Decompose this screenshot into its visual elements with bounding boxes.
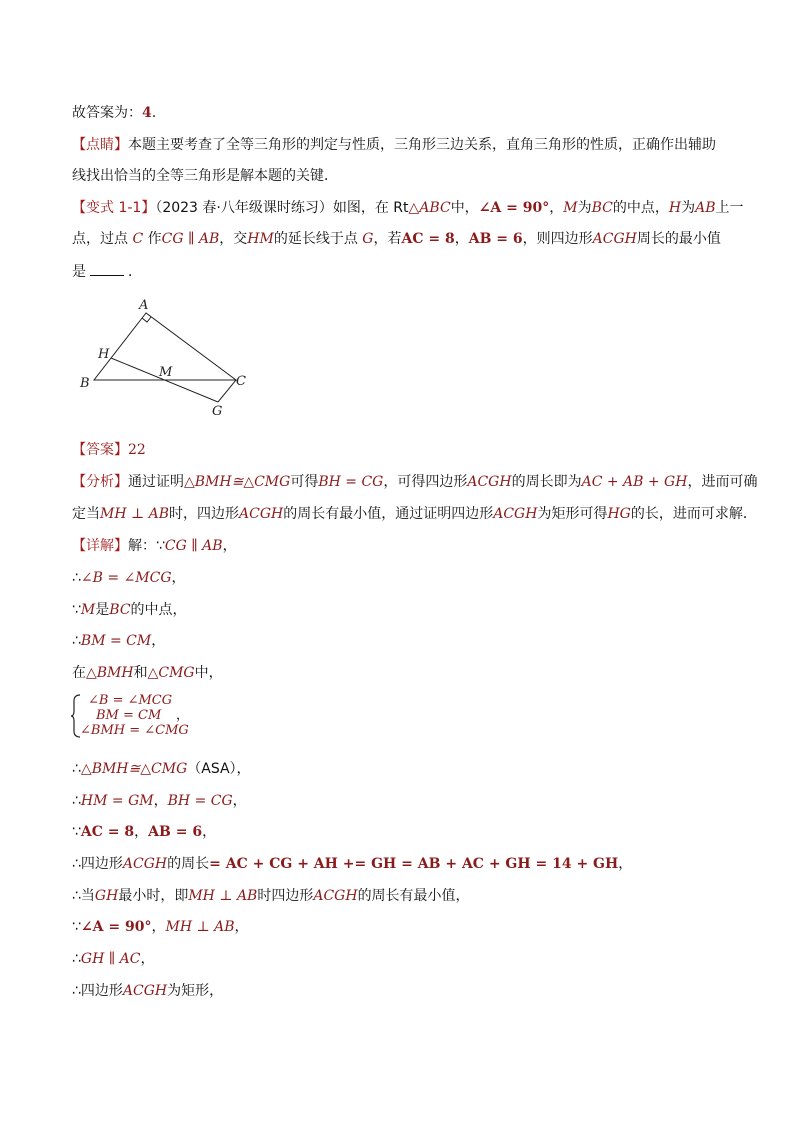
text: 的周长有最小值，通过证明四边形 bbox=[283, 506, 494, 522]
math: ACGH bbox=[122, 856, 168, 872]
text: 的中点， bbox=[130, 602, 187, 618]
math: MH ⊥ AB bbox=[188, 888, 258, 904]
text: ， bbox=[202, 824, 217, 840]
text: ∴ bbox=[72, 761, 81, 777]
math-angle-a: ∠A = 90° bbox=[478, 200, 550, 216]
math: BC bbox=[109, 602, 131, 618]
math-acgh: ACGH bbox=[493, 506, 538, 522]
math-acgh: ACGH bbox=[239, 506, 284, 522]
detail-line-9 bbox=[72, 855, 632, 873]
text: ∴四边形 bbox=[72, 983, 123, 999]
text: 上一 bbox=[715, 200, 744, 216]
text: ， bbox=[549, 200, 564, 216]
text: ∵ bbox=[72, 824, 81, 840]
label-g: G bbox=[212, 404, 223, 419]
answer-prefix: 故答案为： bbox=[72, 105, 142, 121]
system-row-2: BM = CM bbox=[96, 708, 162, 723]
math-perimeter-equation: = AC + CG + AH += GH = AB + AC + GH = 14 + GH bbox=[209, 856, 619, 872]
text: 作 bbox=[143, 231, 162, 247]
math: M bbox=[80, 602, 96, 618]
text: 在 bbox=[72, 665, 86, 681]
math: GH bbox=[94, 888, 119, 904]
text: ， bbox=[151, 919, 166, 935]
detail-line-4 bbox=[72, 632, 165, 650]
text: ∵ bbox=[72, 919, 81, 935]
text: ， bbox=[454, 231, 469, 247]
math: HM = GM bbox=[80, 793, 154, 809]
detail-line-8 bbox=[72, 823, 216, 841]
detail-tag: 【详解】 bbox=[72, 538, 128, 554]
comment-text-1: 本题主要考查了全等三角形的判定与性质，三角形三边关系，直角三角形的性质，正确作出辅助 bbox=[128, 137, 716, 153]
text: 解：∵ bbox=[128, 538, 165, 554]
label-c: C bbox=[236, 374, 246, 389]
math: ∠A = 90° bbox=[80, 919, 152, 935]
text: 是 bbox=[95, 602, 110, 618]
label-m: M bbox=[159, 365, 173, 380]
text: 中， bbox=[450, 200, 479, 216]
text: 的周长有最小值， bbox=[357, 888, 470, 904]
comment-line-2 bbox=[72, 167, 338, 185]
math: △BMH≅△CMG bbox=[80, 761, 188, 777]
answer-blank bbox=[90, 262, 124, 276]
text: ， bbox=[232, 793, 247, 809]
math-acgh: ACGH bbox=[592, 231, 637, 247]
text: 为 bbox=[577, 200, 592, 216]
detail-line-12 bbox=[72, 950, 155, 968]
text: 定当 bbox=[72, 506, 100, 522]
detail-line-13 bbox=[72, 982, 223, 1000]
text: ， bbox=[618, 856, 633, 872]
detail-line-1 bbox=[72, 537, 237, 555]
system-row-3: ∠BMH = ∠CMG bbox=[80, 723, 189, 738]
text: ，若 bbox=[373, 231, 402, 247]
detail-line-2 bbox=[72, 569, 186, 587]
text: 中， bbox=[194, 665, 223, 681]
variant-source: （2023 春·八年级课时练习）如图，在 Rt bbox=[155, 200, 409, 216]
text: 为 bbox=[681, 200, 696, 216]
text: ∴ bbox=[72, 793, 81, 809]
text: 是 bbox=[72, 264, 86, 280]
math-sum: AC + AB + GH bbox=[581, 474, 688, 490]
text: ， bbox=[234, 919, 249, 935]
text: ， bbox=[222, 538, 237, 554]
text: ∴ bbox=[72, 951, 81, 967]
comment-tag: 【点睛】 bbox=[72, 137, 128, 153]
text: ∴ bbox=[72, 633, 81, 649]
detail-line-7 bbox=[72, 792, 247, 810]
math: AC = 8 bbox=[80, 824, 135, 840]
math: AB = 6 bbox=[148, 824, 203, 840]
math: ∠B = ∠MCG bbox=[80, 570, 172, 586]
geometry-figure bbox=[70, 295, 260, 425]
right-angle-mark bbox=[142, 317, 151, 322]
segment-cg bbox=[218, 380, 236, 402]
variant-problem-line-2 bbox=[72, 230, 721, 248]
text: ． bbox=[128, 264, 142, 280]
math-bc: BC bbox=[591, 200, 613, 216]
detail-line-6 bbox=[72, 760, 251, 778]
answer-tag: 【答案】 bbox=[72, 442, 128, 458]
label-h: H bbox=[98, 347, 110, 362]
variant-problem-line-3 bbox=[72, 262, 142, 281]
text: ，进而可确 bbox=[687, 474, 758, 490]
answer-section bbox=[72, 441, 146, 459]
text: ∵ bbox=[72, 602, 81, 618]
math-abc: ABC bbox=[419, 200, 451, 216]
answer-number: 22 bbox=[128, 442, 146, 458]
math: △BMH bbox=[86, 665, 134, 681]
text: 为矩形， bbox=[167, 983, 224, 999]
text: 时，四边形 bbox=[169, 506, 240, 522]
math: MH ⊥ AB bbox=[165, 919, 235, 935]
text: ，交 bbox=[219, 231, 248, 247]
text: 和 bbox=[133, 665, 148, 681]
math: GH ∥ AC bbox=[80, 951, 141, 967]
math-congruent: △BMH≅△CMG bbox=[184, 474, 291, 490]
text: ， bbox=[151, 633, 166, 649]
math: ACGH bbox=[313, 888, 358, 904]
variant-problem-line-1 bbox=[72, 199, 743, 217]
variant-tag: 【变式 1-1】 bbox=[72, 200, 156, 216]
math-cg-parallel-ab: CG ∥ AB bbox=[161, 231, 220, 247]
text: 的延长线于点 bbox=[273, 231, 363, 247]
text: ∴ bbox=[72, 570, 81, 586]
analysis-line-1 bbox=[72, 473, 757, 491]
label-b: B bbox=[80, 376, 90, 391]
text: ， bbox=[153, 793, 168, 809]
detail-line-5 bbox=[72, 664, 223, 682]
period: . bbox=[151, 105, 157, 121]
math-c: C bbox=[132, 231, 144, 247]
analysis-tag: 【分析】 bbox=[72, 474, 128, 490]
math-ab: AB bbox=[695, 200, 716, 216]
text: 最小时，即 bbox=[118, 888, 189, 904]
math: BH = CG bbox=[167, 793, 233, 809]
answer-line bbox=[72, 104, 156, 122]
detail-line-3 bbox=[72, 601, 187, 619]
math: ACGH bbox=[122, 983, 168, 999]
triangle-symbol: △ bbox=[408, 200, 420, 216]
analysis-line-2 bbox=[72, 505, 757, 523]
detail-line-10 bbox=[72, 887, 470, 905]
text: 通过证明 bbox=[128, 474, 184, 490]
text: ， bbox=[171, 570, 186, 586]
text: ，则四边形 bbox=[522, 231, 593, 247]
text: 可得 bbox=[290, 474, 319, 490]
math-ac-8: AC = 8 bbox=[401, 231, 455, 247]
text: ， bbox=[134, 824, 149, 840]
math-hg: HG bbox=[607, 506, 631, 522]
text: ∴当 bbox=[72, 888, 95, 904]
math: CG ∥ AB bbox=[164, 538, 223, 554]
text: 为矩形可得 bbox=[537, 506, 608, 522]
text: ， bbox=[140, 951, 155, 967]
text: 周长的最小值 bbox=[636, 231, 721, 247]
math-ab-6: AB = 6 bbox=[468, 231, 523, 247]
math-bh-cg: BH = CG bbox=[318, 474, 384, 490]
text: 点，过点 bbox=[72, 231, 133, 247]
detail-line-11 bbox=[72, 918, 249, 936]
math: BM = CM bbox=[80, 633, 152, 649]
system-row-1: ∠B = ∠MCG bbox=[88, 693, 173, 708]
label-a: A bbox=[139, 298, 149, 313]
text: 的中点， bbox=[612, 200, 669, 216]
system-comma: ， bbox=[176, 708, 190, 723]
text: （ASA）， bbox=[187, 761, 251, 777]
comment-text-2: 线找出恰当的全等三角形是解本题的关键． bbox=[72, 168, 338, 184]
text: 的周长即为 bbox=[511, 474, 582, 490]
math-hm: HM bbox=[247, 231, 274, 247]
text: ∴四边形 bbox=[72, 856, 123, 872]
math-m: M bbox=[563, 200, 578, 216]
text: ，可得四边形 bbox=[383, 474, 468, 490]
math: △CMG bbox=[147, 665, 195, 681]
math-mh-perp-ab: MH ⊥ AB bbox=[100, 506, 170, 522]
math-acgh: ACGH bbox=[467, 474, 512, 490]
text: 的长，进而可求解． bbox=[630, 506, 757, 522]
math-h: H bbox=[668, 200, 682, 216]
answer-value: 4 bbox=[142, 105, 152, 121]
comment-line-1 bbox=[72, 136, 716, 154]
math-g: G bbox=[362, 231, 374, 247]
text: 的周长 bbox=[167, 856, 210, 872]
text: 时四边形 bbox=[257, 888, 314, 904]
